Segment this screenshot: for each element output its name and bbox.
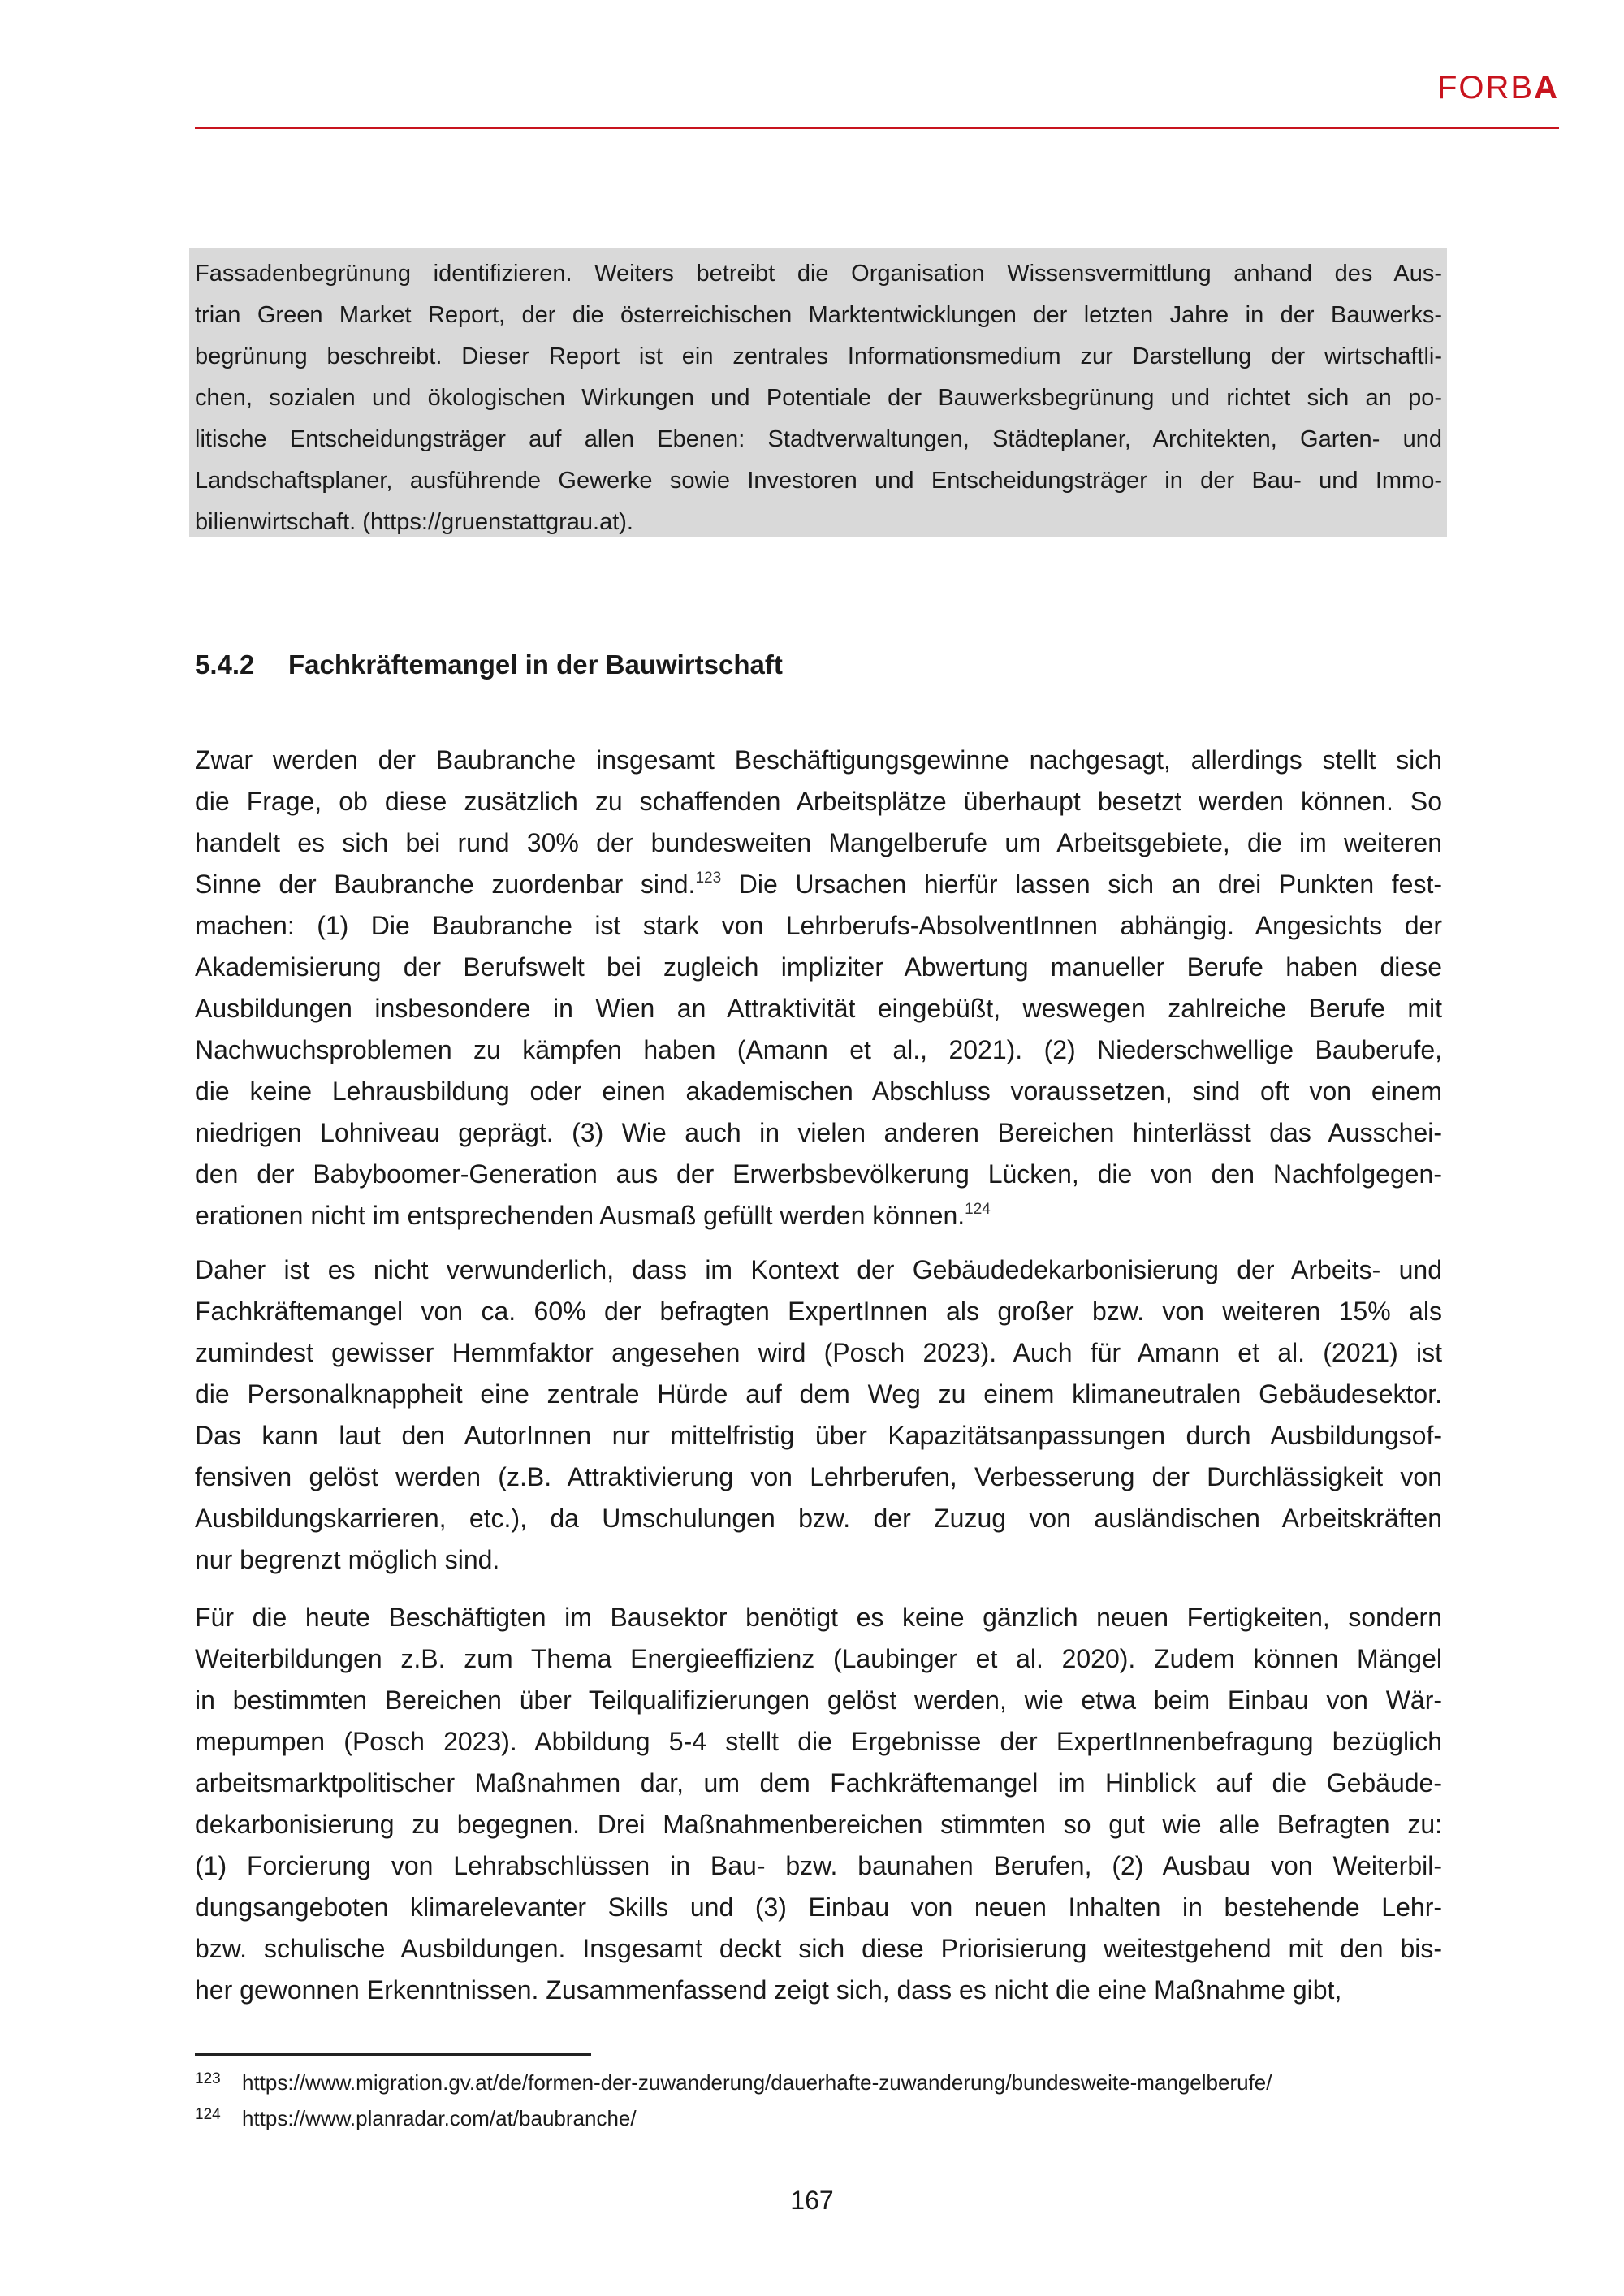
text-run: (1) Forcierung von Lehrabschlüssen in Bau- bzw. baunahen Berufen, (2) Ausbau von Weiterbil- [195, 1851, 1442, 1880]
text-line [195, 947, 1442, 988]
info-box-text [195, 253, 1442, 543]
text-line [195, 1332, 1442, 1374]
text-run: arbeitsmarktpolitischer Maßnahmen dar, um dem Fachkräftemangel im Hinblick auf die Gebäude- [195, 1768, 1442, 1798]
footnote-mark: 123 [195, 2070, 221, 2087]
footnote-link[interactable]: https://www.migration.gv.at/de/formen-der-zuwanderung/dauerhafte-zuwanderung/bundesweite-mangelberufe/ [242, 2070, 1272, 2095]
text-line [195, 1415, 1442, 1457]
text-line [195, 1029, 1442, 1071]
text-run: Fachkräftemangel von ca. 60% der befragten ExpertInnen als großer bzw. von weiteren 15% als [195, 1297, 1442, 1326]
footnote-reference[interactable]: 123 [695, 870, 722, 887]
page-number: 167 [790, 2186, 834, 2215]
text-run: zumindest gewisser Hemmfaktor angesehen wird (Posch 2023). Auch für Amann et al. (2021) ist [195, 1338, 1442, 1367]
section-number: 5.4.2 [195, 650, 255, 680]
text-run: handelt es sich bei rund 30% der bundesweiten Mangelberufe um Arbeitsgebiete, die im weiteren [195, 828, 1442, 857]
forba-logo [1437, 70, 1559, 106]
text-line [195, 905, 1442, 947]
text-line [195, 1763, 1442, 1804]
text-run: machen: (1) Die Baubranche ist stark von Lehrberufs-AbsolventInnen abhängig. Angesichts der [195, 911, 1442, 940]
text-line [195, 1291, 1442, 1332]
logo-text: FORB [1436, 70, 1535, 106]
text-run: dungsangeboten klimarelevanter Skills und (3) Einbau von neuen Inhalten in bestehende Lehr- [195, 1892, 1442, 1922]
text-run: Für die heute Beschäftigten im Bausektor benötigt es keine gänzlich neuen Fertigkeiten, sondern [195, 1603, 1442, 1632]
text-run: nur begrenzt möglich sind. [195, 1545, 500, 1574]
text-line [195, 1539, 1442, 1581]
text-line [195, 1721, 1442, 1763]
paragraph [195, 1597, 1442, 2011]
footnote-separator [195, 2053, 591, 2056]
footnote [195, 2070, 1272, 2095]
text-line [195, 781, 1442, 822]
footnote [195, 2106, 637, 2131]
text-line: Landschaftsplaner, ausführende Gewerke sowie Investoren und Entscheidungsträger in der Bau- und Immo- [195, 468, 1442, 494]
text-run: Ausbildungskarrieren, etc.), da Umschulungen bzw. der Zuzug von ausländischen Arbeitskräften [195, 1504, 1442, 1533]
text-run: Ausbildungen insbesondere in Wien an Attraktivität eingebüßt, weswegen zahlreiche Berufe mit [195, 994, 1442, 1023]
text-run: den der Babyboomer-Generation aus der Erwerbsbevölkerung Lücken, die von den Nachfolgegen- [195, 1159, 1442, 1189]
text-line [195, 1680, 1442, 1721]
text-line [195, 864, 1442, 905]
text-run: die Frage, ob diese zusätzlich zu schaffenden Arbeitsplätze überhaupt besetzt werden können. So [195, 787, 1442, 816]
logo-accent: A [1534, 70, 1559, 106]
text-run: in bestimmten Bereichen über Teilqualifizierungen gelöst werden, wie etwa beim Einbau von Wär- [195, 1685, 1442, 1715]
text-line: Fassadenbegrünung identifizieren. Weiters betreibt die Organisation Wissensvermittlung anhand des Aus- [195, 261, 1442, 287]
text-line [195, 1887, 1442, 1928]
footnote-link[interactable]: https://www.planradar.com/at/baubranche/ [242, 2106, 637, 2130]
text-run: Zwar werden der Baubranche insgesamt Beschäftigungsgewinne nachgesagt, allerdings stellt sich [195, 745, 1442, 775]
text-line [195, 1112, 1442, 1154]
text-run: Das kann laut den AutorInnen nur mittelfristig über Kapazitätsanpassungen durch Ausbildungsof- [195, 1421, 1442, 1450]
section-title: Fachkräftemangel in der Bauwirtschaft [288, 650, 783, 680]
paragraph [195, 1249, 1442, 1581]
text-line: chen, sozialen und ökologischen Wirkungen und Potentiale der Bauwerksbegrünung und richtet sich an po- [195, 385, 1442, 411]
text-line [195, 988, 1442, 1029]
text-line [195, 822, 1442, 864]
text-run: Die Ursachen hierfür lassen sich an drei Punkten fest- [721, 870, 1443, 899]
text-line [195, 1845, 1442, 1887]
text-line [195, 1071, 1442, 1112]
text-line: bilienwirtschaft. (https://gruenstattgrau.at). [195, 509, 633, 535]
text-run: die Personalknappheit eine zentrale Hürde auf dem Weg zu einem klimaneutralen Gebäudesektor. [195, 1379, 1442, 1409]
section-heading [195, 650, 783, 680]
text-run: bzw. schulische Ausbildungen. Insgesamt deckt sich diese Priorisierung weitestgehend mit den bis- [195, 1934, 1442, 1963]
text-line [195, 1498, 1442, 1539]
paragraph [195, 740, 1442, 1236]
text-run: her gewonnen Erkenntnissen. Zusammenfassend zeigt sich, dass es nicht die eine Maßnahme gibt, [195, 1975, 1342, 2005]
text-line [195, 1154, 1442, 1195]
text-run: niedrigen Lohniveau geprägt. (3) Wie auch in vielen anderen Bereichen hinterlässt das Ausschei- [195, 1118, 1442, 1147]
footnote-mark: 124 [195, 2106, 221, 2123]
text-run: die keine Lehrausbildung oder einen akademischen Abschluss voraussetzen, sind oft von einem [195, 1077, 1442, 1106]
text-line [195, 1195, 1442, 1236]
text-run: dekarbonisierung zu begegnen. Drei Maßnahmenbereichen stimmten so gut wie alle Befragten zu: [195, 1810, 1442, 1839]
text-line [195, 1597, 1442, 1638]
text-run: mepumpen (Posch 2023). Abbildung 5-4 stellt die Ergebnisse der ExpertInnenbefragung bezüglich [195, 1727, 1442, 1756]
text-line [195, 1928, 1442, 1970]
text-run: fensiven gelöst werden (z.B. Attraktivierung von Lehrberufen, Verbesserung der Durchlässigkeit von [195, 1462, 1442, 1491]
text-line: litische Entscheidungsträger auf allen Ebenen: Stadtverwaltungen, Städteplaner, Architekten, Garten- und [195, 426, 1442, 452]
text-run: erationen nicht im entsprechenden Ausmaß gefüllt werden können. [195, 1201, 965, 1230]
text-line [195, 1374, 1442, 1415]
text-run: Weiterbildungen z.B. zum Thema Energieeffizienz (Laubinger et al. 2020). Zudem können Mängel [195, 1644, 1442, 1673]
text-line [195, 1638, 1442, 1680]
text-run: Daher ist es nicht verwunderlich, dass im Kontext der Gebäudedekarbonisierung der Arbeits- und [195, 1255, 1442, 1284]
text-run: Nachwuchsproblemen zu kämpfen haben (Amann et al., 2021). (2) Niederschwellige Bauberufe, [195, 1035, 1442, 1064]
text-line [195, 1804, 1442, 1845]
text-line [195, 1970, 1442, 2011]
text-line: begrünung beschreibt. Dieser Report ist ein zentrales Informationsmedium zur Darstellung der wirtschaftli- [195, 343, 1442, 369]
text-run: Sinne der Baubranche zuordenbar sind. [195, 870, 696, 899]
text-line [195, 740, 1442, 781]
text-line [195, 1249, 1442, 1291]
text-line [195, 1457, 1442, 1498]
footnote-reference[interactable]: 124 [965, 1201, 991, 1218]
text-run: Akademisierung der Berufswelt bei zugleich impliziter Abwertung manueller Berufe haben diese [195, 952, 1442, 982]
header-rule [195, 127, 1559, 129]
text-line: trian Green Market Report, der die österreichischen Marktentwicklungen der letzten Jahre in der Bauwerks- [195, 302, 1442, 328]
